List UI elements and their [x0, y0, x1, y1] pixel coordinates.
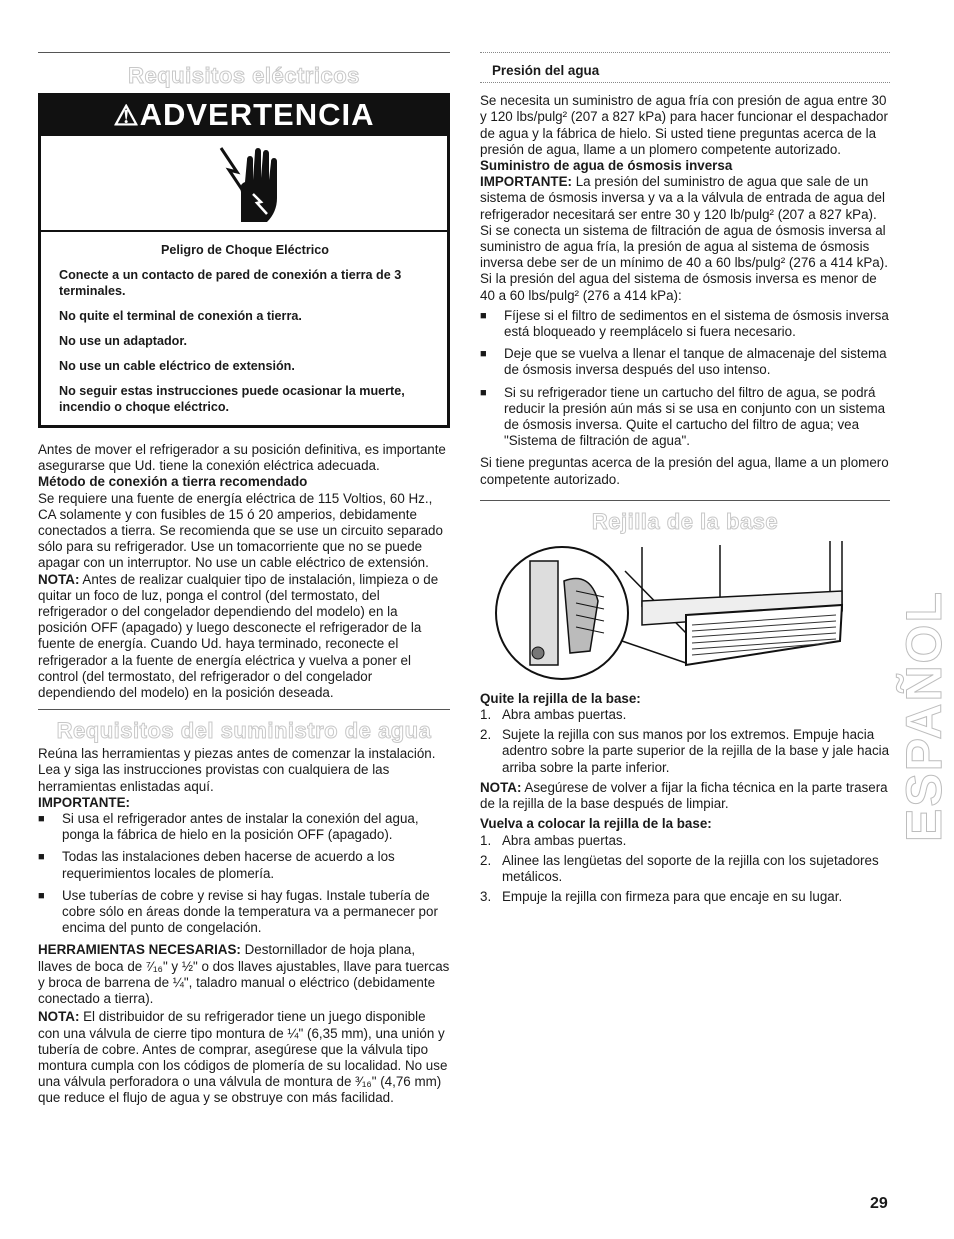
replace-step-1-number: 1. [480, 832, 492, 848]
warning-line-6: No seguir estas instrucciones puede ocasionar la muerte, incendio o choque eléctrico. [59, 384, 405, 414]
ro-text-2: Si se conecta un sistema de filtración de agua de ósmosis inversa al suministro de agua fría, la presión de agua al sistema de ósmosis inversa debe ser de un mínimo de 40 a 60 lbs/pulg² (276 a 414 kPa). [480, 222, 888, 271]
note-1-text: Antes de realizar cualquier tipo de instalación, limpieza o de quitar un foco de luz, ponga el control (del termostato, del refrigerador o del congelador dependiendo del modelo) en la posición OFF (apagado) y luego desconecte el refrigerador de la fuente de energía. Cuando Ud. haya terminado, reconecte el refrigerador a la fuente de energía eléctrica y vuelva a poner el control (del termostato, del refrigerador o del congelador dependiendo del modelo) en la posición deseada. [38, 571, 439, 701]
section-title-electrical: Requisitos eléctricos [128, 63, 360, 88]
ro-bullet-1: ■ Fíjese si el filtro de sedimentos en el sistema de ósmosis inversa está bloqueado y reemplácelo si fuera necesario. [480, 308, 890, 340]
tools-label: HERRAMIENTAS NECESARIAS: [38, 942, 241, 958]
tools-paragraph [38, 942, 450, 1007]
left-column [38, 52, 450, 1107]
note-1 [38, 572, 450, 702]
warning-line-2: Conecte a un contacto de pared de conexión a tierra de 3 terminales. [59, 268, 402, 298]
ro-closing: Si tiene preguntas acerca de la presión del agua, llame a un plomero competente autorizado. [480, 455, 889, 487]
warning-line-3: No quite el terminal de conexión a tierra. [59, 309, 302, 323]
base-grille-illustration [480, 541, 890, 681]
remove-step-1-number: 1. [480, 707, 492, 723]
grille-section-rule [480, 500, 890, 501]
pressure-underline [480, 82, 890, 83]
warning-body [41, 232, 447, 425]
grille-note-text: Asegúrese de volver a fijar la ficha técnica en la parte trasera de la rejilla de la base después de limpiar. [480, 779, 888, 812]
ro-text-3: Si la presión del agua del sistema de ósmosis inversa es menor de 40 a 60 lbs/pulg² (276 a 414 kPa): [480, 271, 877, 303]
important-bullet-3: ■ Use tuberías de cobre y revise si hay fugas. Instale tubería de cobre sólo en áreas donde la temperatura va a permanecer por encima del punto de congelación. [38, 888, 450, 937]
important-bullet-1: ■ Si usa el refrigerador antes de instalar la conexión del agua, ponga la fábrica de hielo en la posición OFF (apagado). [38, 811, 450, 843]
language-side-tab: ESPAÑOL [896, 590, 952, 842]
warning-icon-row [41, 136, 447, 232]
remove-heading: Quite la rejilla de la base: [480, 690, 641, 706]
tools-text: Destornillador de hoja plana, llaves de boca de ⁷⁄₁₆" y ½" o dos llaves ajustables, llave para tuercas y broca de barrena de ¼", taladro manual o eléctrico (debidamente conectado a tierra). [38, 942, 450, 1007]
replace-step-2-text: Alinee las lengüetas del soporte de la rejilla con los sujetadores metálicos. [502, 852, 879, 884]
replace-step-3-number: 3. [480, 889, 492, 905]
note-2-text: El distribuidor de su refrigerador tiene un juego disponible con una válvula de cierre tipo montura de ¼" (6,35 mm), una unión y tubería de cobre. Antes de comprar, asegúrese que la válvula tipo montura cumpla con los códigos de plomería de su localidad. No use una válvula perforadora o una válvula de montura de ³⁄₁₆" (4,76 mm) que reduce el flujo de agua y se obstruye con más facilidad. [38, 1009, 448, 1106]
ro-heading: Suministro de agua de ósmosis inversa [480, 158, 733, 174]
section-title-grille: Rejilla de la base [591, 508, 779, 534]
remove-step-1 [480, 707, 890, 723]
important-bullet-2: ■ Todas las instalaciones deben hacerse de acuerdo a los requerimientos locales de plomería. [38, 849, 450, 881]
warning-header [41, 93, 447, 136]
top-rule-left [38, 52, 450, 53]
important-label: IMPORTANTE: [38, 794, 130, 810]
top-rule-right [480, 52, 890, 53]
warning-header-label: ADVERTENCIA [139, 97, 375, 132]
warning-line-5: No use un cable eléctrico de extensión. [59, 359, 295, 373]
remove-step-2-number: 2. [480, 727, 492, 743]
warning-triangle-icon: ⚠ [113, 100, 140, 131]
remove-step-2-text: Sujete la rejilla con sus manos por los extremos. Empuje hacia adentro sobre la parte superior de la rejilla de la base y jale hacia arriba sobre la parte inferior. [502, 727, 890, 775]
replace-step-1-text: Abra ambas puertas. [502, 832, 627, 848]
electrical-intro: Antes de mover el refrigerador a su posición definitiva, es importante asegurarse que Ud. tiene la conexión eléctrica adecuada. [38, 442, 446, 474]
ro-bullet-2: ■ Deje que se vuelva a llenar el tanque de almacenaje del sistema de ósmosis inversa después del uso intenso. [480, 346, 890, 378]
replace-step-1 [480, 833, 890, 849]
replace-step-2 [480, 853, 890, 885]
pressure-text: Se necesita un suministro de agua fría con presión de agua entre 30 y 120 lbs/pulg² (207 a 827 kPa) para hacer funcionar el despachador de agua y la fábrica de hielo. Si usted tiene preguntas acerca de la presión de agua, llame a un plomero competente autorizado. [480, 93, 888, 157]
section-title-water: Requisitos del suministro de agua [56, 718, 432, 744]
note-2-label: NOTA: [38, 1009, 80, 1025]
water-section-rule [38, 709, 450, 710]
remove-step-1-text: Abra ambas puertas. [502, 707, 627, 723]
method-heading: Método de conexión a tierra recomendado [38, 474, 308, 490]
pressure-heading: Presión del agua [492, 63, 600, 78]
ro-bullet-3: ■ Si su refrigerador tiene un cartucho del filtro de agua, se podrá reducir la presión aún más si se usa en conjunto con un sistema de ósmosis inversa. Quite el cartucho del filtro de agua; vea "Sistema de filtración de agua". [480, 385, 890, 450]
note-2 [38, 1009, 450, 1106]
page-number: 29 [870, 1195, 888, 1212]
replace-step-3-text: Empuje la rejilla con firmeza para que encaje en su lugar. [502, 889, 843, 905]
electric-shock-hand-icon [201, 142, 291, 224]
right-column [480, 52, 890, 905]
grille-note [480, 780, 890, 812]
replace-step-2-number: 2. [480, 852, 492, 868]
water-intro: Reúna las herramientas y piezas antes de comenzar la instalación. Lea y siga las instrucciones provistas con cualquiera de las herramientas enlistadas aquí. [38, 746, 436, 794]
replace-step-3 [480, 889, 890, 905]
note-1-label: NOTA: [38, 571, 80, 587]
warning-line-1: Peligro de Choque Eléctrico [161, 243, 329, 257]
ro-important-text: La presión del suministro de agua que sale de un sistema de ósmosis inversa y va a la válvula de entrada de agua del refrigerador necesitará ser entre 30 y 120 lb/pulg² (207 a 827 kPa). [480, 174, 885, 222]
warning-line-4: No use un adaptador. [59, 334, 188, 348]
method-text: Se requiere una fuente de energía eléctrica de 115 Voltios, 60 Hz., CA solamente y con fusibles de 15 ó 20 amperios, debidamente conectados a tierra. Se recomienda que se use un circuito separado sólo para su refrigerador. Use un tomacorriente que no se puede apagar con un interruptor. No use un cable eléctrico de extensión. [38, 490, 443, 571]
replace-heading: Vuelva a colocar la rejilla de la base: [480, 816, 712, 832]
ro-important [480, 174, 890, 223]
grille-note-label: NOTA: [480, 779, 522, 795]
remove-step-2 [480, 727, 890, 776]
warning-box [38, 93, 450, 428]
ro-important-label: IMPORTANTE: [480, 174, 572, 190]
